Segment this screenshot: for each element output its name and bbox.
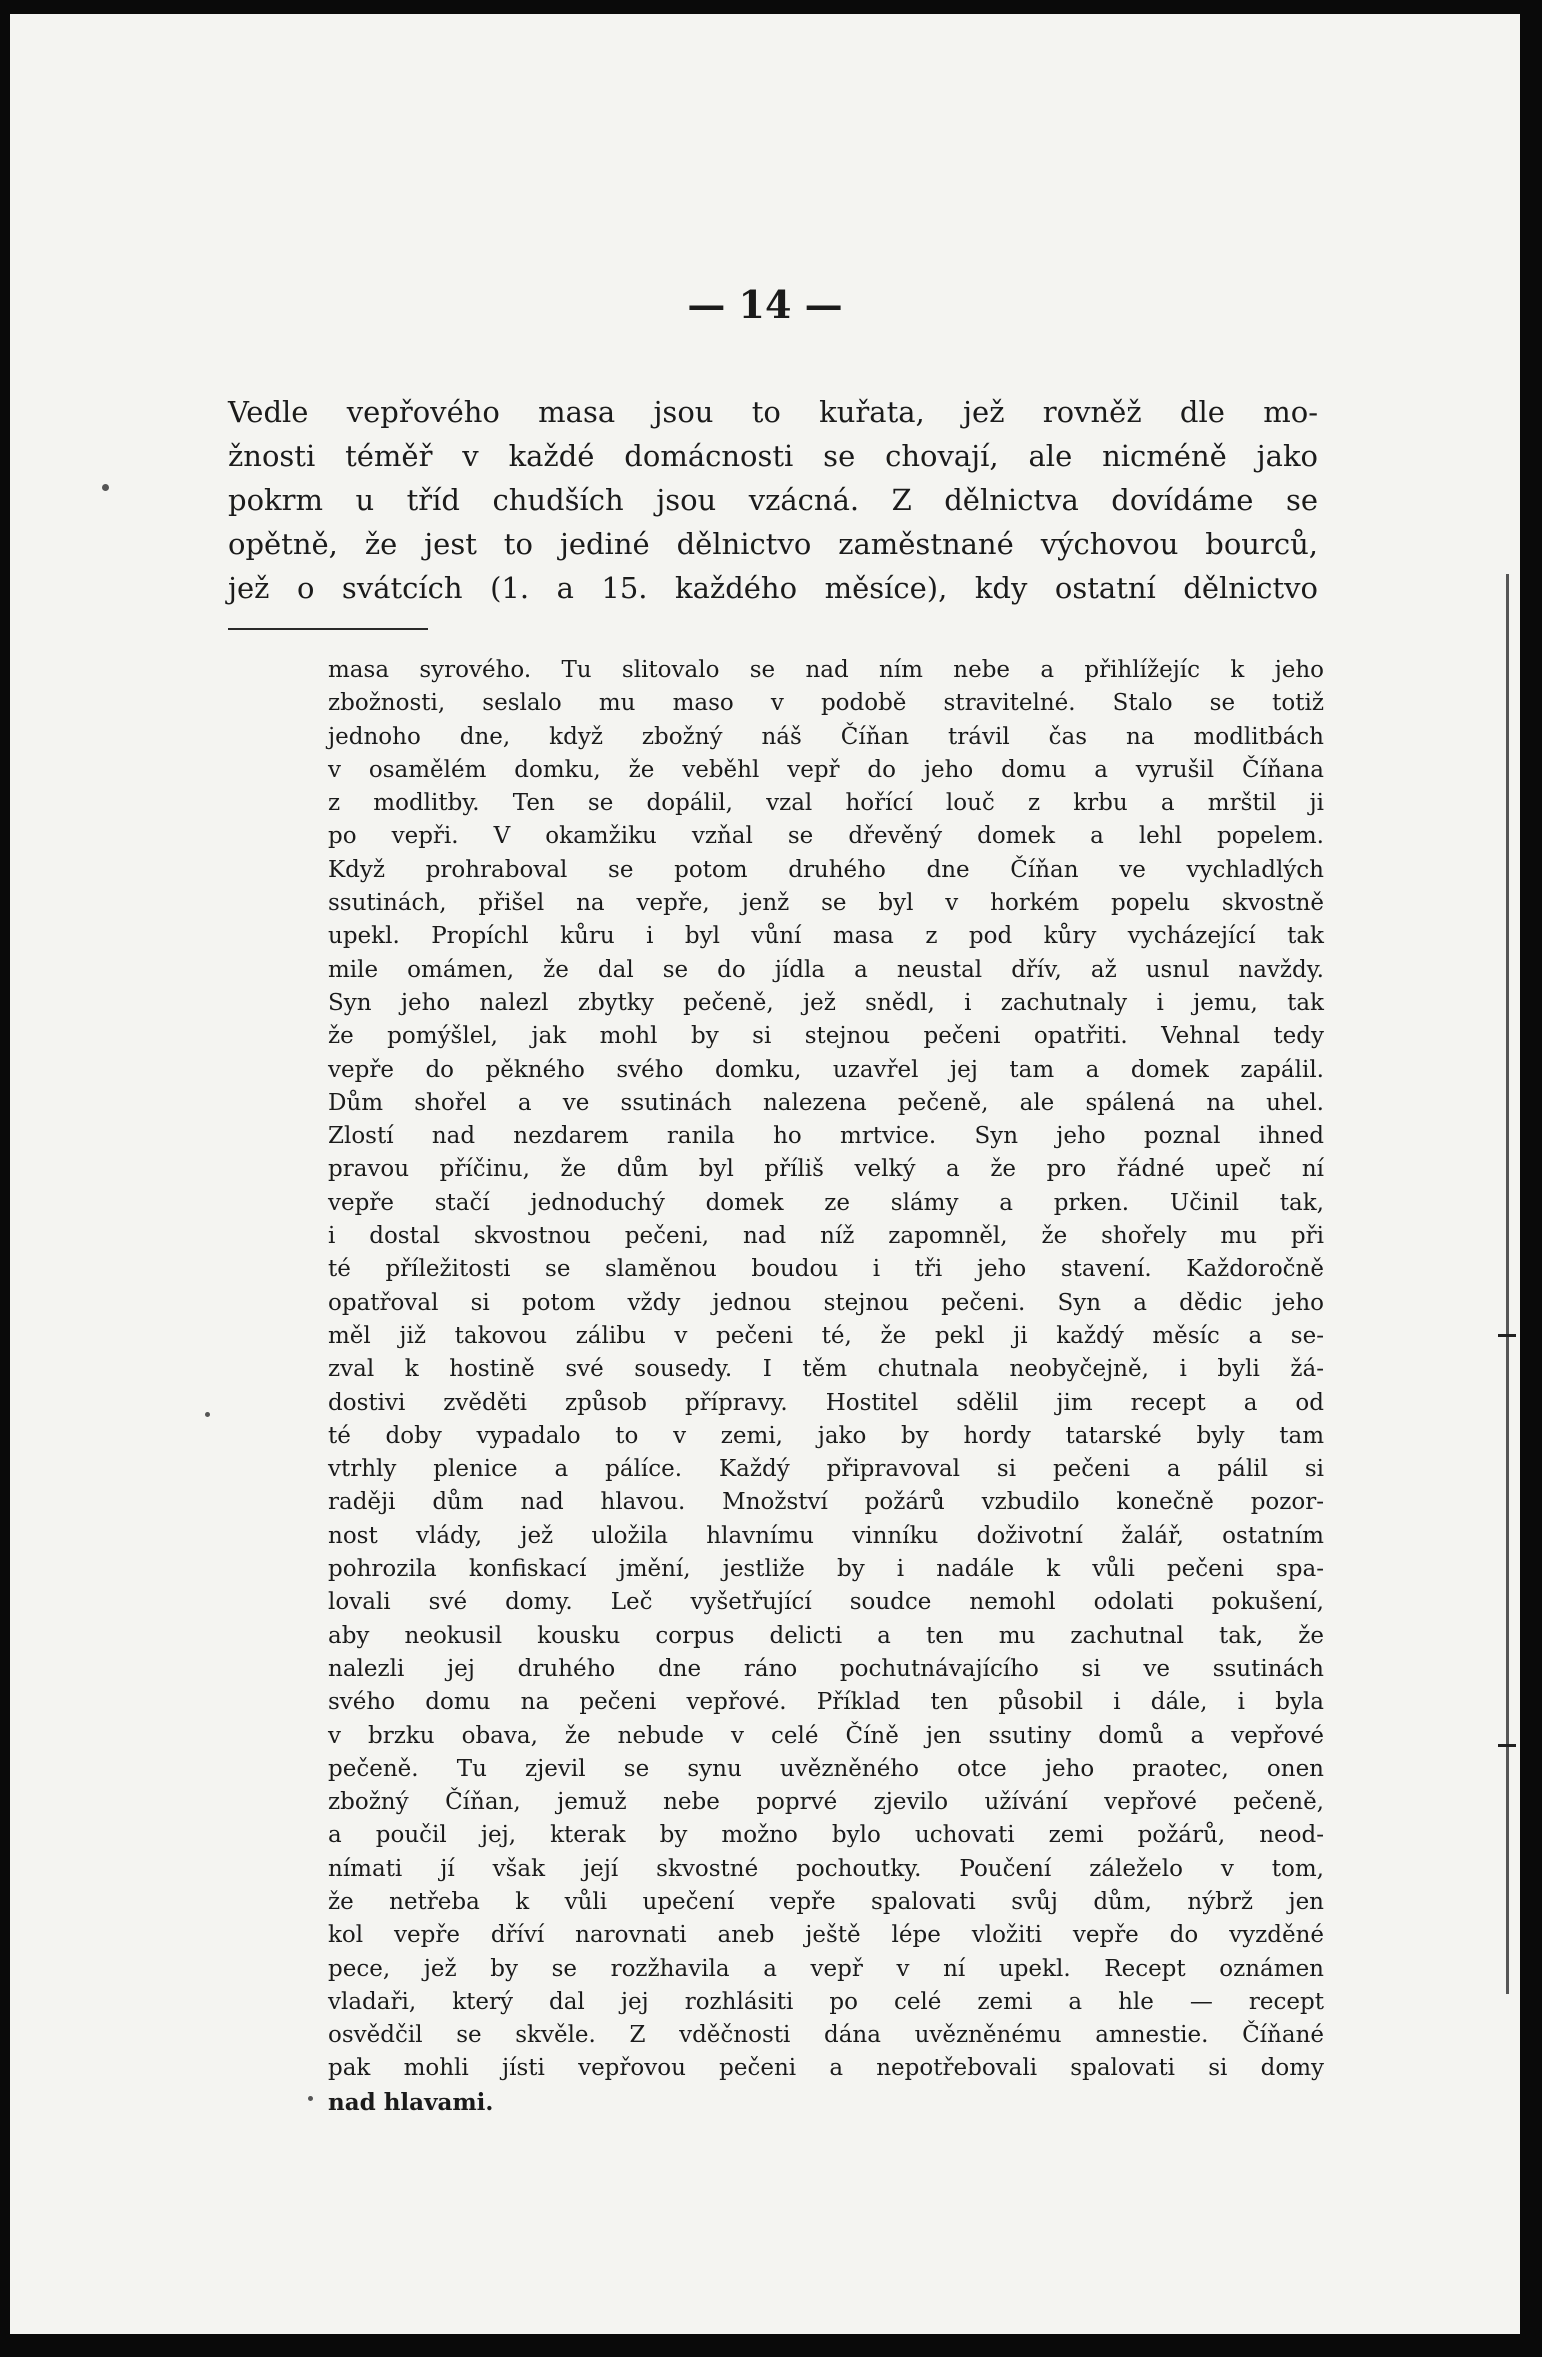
- binding-edge: [1506, 574, 1509, 1994]
- footnote-line: vepře do pěkného svého domku, uzavřel jej tam a domek zapálil.: [328, 1056, 1324, 1083]
- footnote-line: pohrozila konfiskací jmění, jestliže by i nadále k vůli pečeni spa-: [328, 1556, 1324, 1583]
- margin-speck: [308, 2096, 313, 2101]
- footnote-line: i dostal skvostnou pečeni, nad níž zapomněl, že shořely mu při: [328, 1223, 1324, 1250]
- main-paragraph: [228, 390, 1318, 610]
- footnote-line: zval k hostině své sousedy. I těm chutnala neobyčejně, i byli žá-: [328, 1356, 1324, 1383]
- footnote-line: svého domu na pečeni vepřové. Příklad ten působil i dále, i byla: [328, 1689, 1324, 1716]
- footnote-line: a poučil jej, kterak by možno bylo uchovati zemi požárů, neod-: [328, 1822, 1324, 1849]
- footnote-line: v brzku obava, že nebude v celé Číně jen ssutiny domů a vepřové: [328, 1722, 1324, 1749]
- footnote-line: z modlitby. Ten se dopálil, vzal hořící louč z krbu a mrštil ji: [328, 790, 1324, 817]
- footnote-line: masa syrového. Tu slitovalo se nad ním nebe a přihlížejíc k jeho: [328, 657, 1324, 683]
- footnote-divider: [228, 628, 428, 630]
- footnote-line: nímati jí však její skvostné pochoutky. Poučení záleželo v tom,: [328, 1855, 1324, 1882]
- footnote-line: pak mohli jísti vepřovou pečeni a nepotřebovali spalovati si domy: [328, 2055, 1324, 2082]
- footnote-line: měl již takovou zálibu v pečeni té, že pekl ji každý měsíc a se-: [328, 1322, 1324, 1349]
- footnote-line: jednoho dne, když zbožný náš Číňan trávil čas na modlitbách: [328, 723, 1324, 750]
- footnote-line: pečeně. Tu zjevil se synu uvězněného otce jeho praotec, onen: [328, 1755, 1324, 1782]
- margin-speck: [205, 1412, 210, 1417]
- page-number: — 14 —: [687, 282, 843, 327]
- footnote-line: té doby vypadalo to v zemi, jako by hordy tatarské byly tam: [328, 1422, 1324, 1449]
- binding-notch: [1498, 1334, 1516, 1337]
- binding-notch: [1498, 1744, 1516, 1747]
- text-line: opětně, že jest to jediné dělnictvo zaměstnané výchovou bourců,: [228, 527, 1318, 561]
- footnote-line: nalezli jej druhého dne ráno pochutnávajícího si ve ssutinách: [328, 1655, 1324, 1682]
- footnote-line: pece, jež by se rozžhavila a vepř v ní upekl. Recept oznámen: [328, 1955, 1324, 1982]
- text-line: pokrm u tříd chudších jsou vzácná. Z dělnictva dovídáme se: [228, 483, 1318, 517]
- footnote-line: lovali své domy. Leč vyšetřující soudce nemohl odolati pokušení,: [328, 1589, 1324, 1616]
- text-line: jež o svátcích (1. a 15. každého měsíce), kdy ostatní dělnictvo: [228, 571, 1318, 605]
- footnote-line: nost vlády, jež uložila hlavnímu vinníku doživotní žalář, ostatním: [328, 1522, 1324, 1549]
- footnote-line: raději dům nad hlavou. Množství požárů vzbudilo konečně pozor-: [328, 1489, 1324, 1516]
- footnote-line: aby neokusil kousku corpus delicti a ten mu zachutnal tak, že: [328, 1622, 1324, 1649]
- footnote-line: zbožný Číňan, jemuž nebe poprvé zjevilo užívání vepřové pečeně,: [328, 1789, 1324, 1816]
- footnote-line: Když prohraboval se potom druhého dne Číňan ve vychladlých: [328, 856, 1324, 883]
- footnote-line: po vepři. V okamžiku vzňal se dřevěný domek a lehl popelem.: [328, 823, 1324, 850]
- footnote-line: zbožnosti, seslalo mu maso v podobě stravitelné. Stalo se totiž: [328, 690, 1324, 717]
- book-page: [10, 14, 1520, 2334]
- footnote-line: kol vepře dříví narovnati aneb ještě lépe vložiti vepře do vyzděné: [328, 1922, 1324, 1949]
- footnote-line: dostivi zvěděti způsob přípravy. Hostitel sdělil jim recept a od: [328, 1389, 1324, 1416]
- footnote: [328, 654, 1324, 2119]
- footnote-line: vtrhly plenice a pálíce. Každý připravoval si pečeni a pálil si: [328, 1456, 1324, 1483]
- footnote-line: vepře stačí jednoduchý domek ze slámy a prken. Učinil tak,: [328, 1189, 1324, 1216]
- footnote-line: Syn jeho nalezl zbytky pečeně, jež snědl, i zachutnaly i jemu, tak: [328, 989, 1324, 1016]
- margin-speck: [102, 484, 109, 491]
- footnote-line: Zlostí nad nezdarem ranila ho mrtvice. Syn jeho poznal ihned: [328, 1123, 1324, 1150]
- text-line: Vedle vepřového masa jsou to kuřata, jež rovněž dle mo-: [228, 395, 1318, 429]
- footnote-line: pravou příčinu, že dům byl příliš velký a že pro řádné upeč ní: [328, 1156, 1324, 1183]
- footnote-line: že pomýšlel, jak mohl by si stejnou pečeni opatřiti. Vehnal tedy: [328, 1023, 1324, 1050]
- footnote-line: vladaři, který dal jej rozhlásiti po celé zemi a hle — recept: [328, 1988, 1324, 2015]
- footnote-line: Dům shořel a ve ssutinách nalezena pečeně, ale spálená na uhel.: [328, 1089, 1324, 1116]
- footnote-line: upekl. Propíchl kůru i byl vůní masa z pod kůry vycházející tak: [328, 923, 1324, 950]
- footnote-line: osvědčil se skvěle. Z vděčnosti dána uvězněnému amnestie. Číňané: [328, 2022, 1324, 2049]
- footnote-line: nad hlavami.: [328, 2088, 494, 2116]
- footnote-line: mile omámen, že dal se do jídla a neustal dřív, až usnul navždy.: [328, 956, 1324, 983]
- footnote-line: ssutinách, přišel na vepře, jenž se byl v horkém popelu skvostně: [328, 890, 1324, 917]
- footnote-line: v osamělém domku, že veběhl vepř do jeho domu a vyrušil Číňana: [328, 756, 1324, 783]
- text-line: žnosti téměř v každé domácnosti se chovají, ale nicméně jako: [228, 439, 1318, 473]
- footnote-line: té příležitosti se slaměnou boudou i tři jeho stavení. Každoročně: [328, 1256, 1324, 1283]
- footnote-line: opatřoval si potom vždy jednou stejnou pečeni. Syn a dědic jeho: [328, 1289, 1324, 1316]
- footnote-line: že netřeba k vůli upečení vepře spalovati svůj dům, nýbrž jen: [328, 1888, 1324, 1915]
